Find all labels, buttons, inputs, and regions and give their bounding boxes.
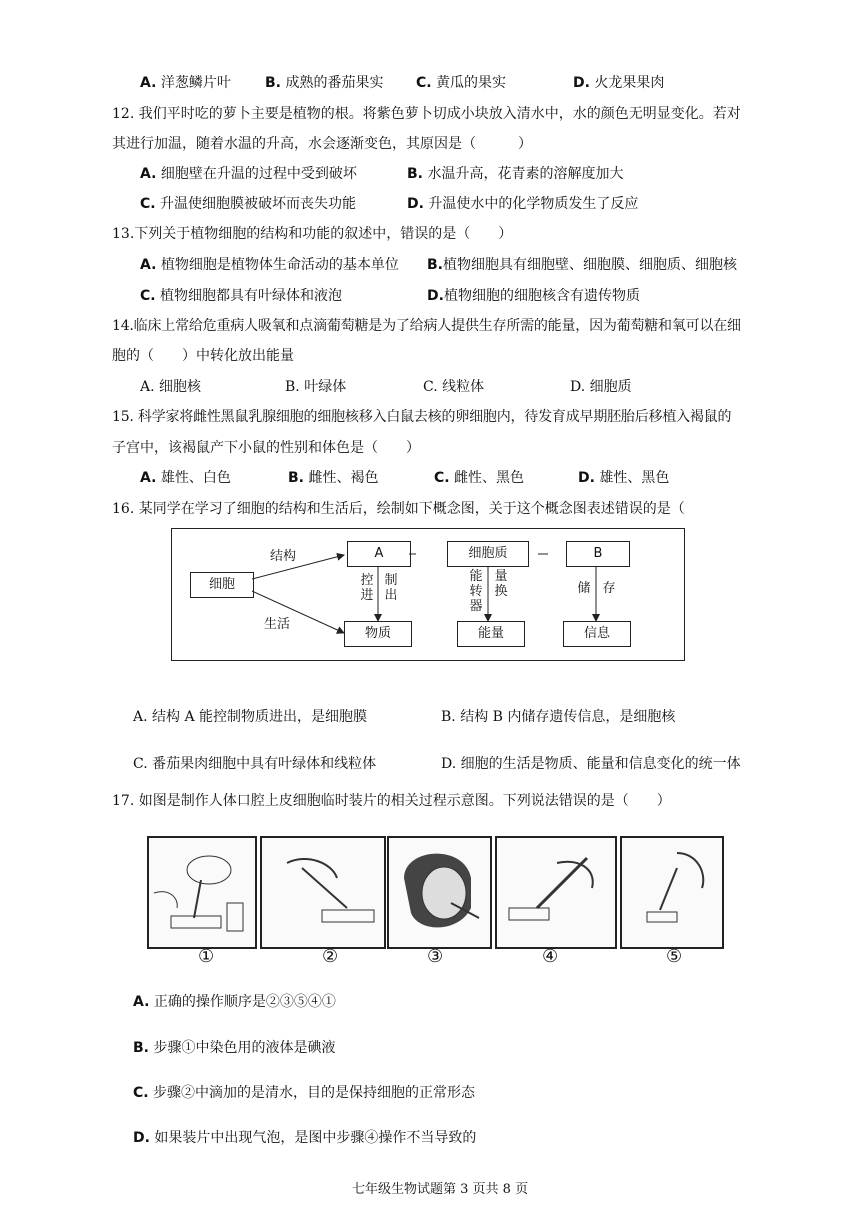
step-1-illustration — [147, 836, 257, 949]
q12-option-a: A. 细胞壁在升温的过程中受到破坏 — [140, 166, 357, 182]
concept-map-diagram — [171, 528, 685, 661]
label-structure: 结构 — [270, 549, 297, 564]
step-5-label: ⑤ — [666, 946, 683, 967]
box-energy: 能量 — [457, 621, 525, 647]
step-4-illustration — [495, 836, 617, 949]
q17-stem: 17. 如图是制作人体口腔上皮细胞临时装片的相关过程示意图。下列说法错误的是（ ） — [112, 793, 671, 809]
q15-stem-line2: 子宫中，该褐鼠产下小鼠的性别和体色是（ ） — [112, 440, 420, 456]
q14-option-d: D. 细胞质 — [570, 379, 632, 395]
step-1-label: ① — [198, 946, 215, 967]
q12-stem-line1: 12. 我们平时吃的萝卜主要是植物的根。将紫色萝卜切成小块放入清水中，水的颜色无明显变化。若对 — [112, 106, 741, 122]
step-5-illustration — [620, 836, 724, 949]
q16-option-c: C. 番茄果肉细胞中具有叶绿体和线粒体 — [133, 756, 377, 772]
q15-option-b: B. 雌性、褐色 — [288, 470, 379, 486]
step-2-illustration — [260, 836, 386, 949]
q17-option-b: B. 步骤①中染色用的液体是碘液 — [133, 1040, 336, 1056]
step-4-label: ④ — [542, 946, 559, 967]
q13-option-c: C. 植物细胞都具有叶绿体和液泡 — [140, 288, 343, 304]
q15-option-a: A. 雄性、白色 — [140, 470, 231, 486]
page-footer: 七年级生物试题第 3 页共 8 页 — [352, 1182, 529, 1197]
q15-option-d: D. 雄性、黑色 — [578, 470, 670, 486]
q15-option-c: C. 雌性、黑色 — [434, 470, 525, 486]
q11-option-a: A. 洋葱鳞片叶 — [140, 75, 231, 91]
q17-option-c: C. 步骤②中滴加的是清水，目的是保持细胞的正常形态 — [133, 1085, 476, 1101]
box-cytoplasm: 细胞质 — [447, 541, 529, 567]
step-3-label: ③ — [427, 946, 444, 967]
label-control-right: 制出 — [384, 573, 398, 603]
q12-option-c: C. 升温使细胞膜被破坏而丧失功能 — [140, 196, 357, 212]
q11-option-d: D. 火龙果果肉 — [573, 75, 665, 91]
q17-option-d: D. 如果装片中出现气泡，是图中步骤④操作不当导致的 — [133, 1130, 477, 1146]
box-cell: 细胞 — [190, 572, 254, 598]
label-energy-right: 量换 — [494, 569, 508, 599]
q14-option-b: B. 叶绿体 — [285, 379, 347, 395]
q13-option-d: D.植物细胞的细胞核含有遗传物质 — [427, 288, 640, 304]
q12-stem-line2: 其进行加温，随着水温的升高，水会逐渐变色，其原因是（ ） — [112, 136, 532, 152]
q13-option-a: A. 植物细胞是植物体生命活动的基本单位 — [140, 257, 399, 273]
label-control-left: 控进 — [360, 573, 374, 603]
q14-stem-line2: 胞的（ ）中转化放出能量 — [112, 348, 294, 364]
label-store-right: 存 — [602, 581, 616, 596]
step-3-illustration — [387, 836, 492, 949]
box-a: A — [347, 541, 411, 567]
label-energy-left: 能转器 — [469, 569, 483, 614]
q14-option-c: C. 线粒体 — [423, 379, 485, 395]
box-b: B — [566, 541, 630, 567]
q13-stem: 13.下列关于植物细胞的结构和功能的叙述中，错误的是（ ） — [112, 226, 513, 242]
q12-option-d: D. 升温使水中的化学物质发生了反应 — [407, 196, 639, 212]
q16-option-b: B. 结构 B 内储存遗传信息，是细胞核 — [441, 709, 676, 725]
q16-option-a: A. 结构 A 能控制物质进出，是细胞膜 — [133, 709, 368, 725]
q11-option-b: B. 成熟的番茄果实 — [265, 75, 384, 91]
box-matter: 物质 — [344, 621, 412, 647]
q15-stem-line1: 15. 科学家将雌性黑鼠乳腺细胞的细胞核移入白鼠去核的卵细胞内，待发育成早期胚胎后移植入褐鼠的 — [112, 409, 732, 425]
label-store-left: 储 — [577, 581, 591, 596]
box-info: 信息 — [563, 621, 631, 647]
q17-option-a: A. 正确的操作顺序是②③⑤④① — [133, 994, 336, 1010]
q16-stem: 16. 某同学在学习了细胞的结构和生活后，绘制如下概念图，关于这个概念图表述错误的是（ — [112, 501, 685, 517]
q11-option-c: C. 黄瓜的果实 — [416, 75, 507, 91]
q14-stem-line1: 14.临床上常给危重病人吸氧和点滴葡萄糖是为了给病人提供生存所需的能量，因为葡萄糖和氧可以在细 — [112, 318, 741, 334]
q16-option-d: D. 细胞的生活是物质、能量和信息变化的统一体 — [441, 756, 741, 772]
q13-option-b: B.植物细胞具有细胞壁、细胞膜、细胞质、细胞核 — [427, 257, 737, 273]
step-2-label: ② — [322, 946, 339, 967]
q14-option-a: A. 细胞核 — [140, 379, 202, 395]
q12-option-b: B. 水温升高，花青素的溶解度加大 — [407, 166, 624, 182]
label-life: 生活 — [264, 617, 291, 632]
